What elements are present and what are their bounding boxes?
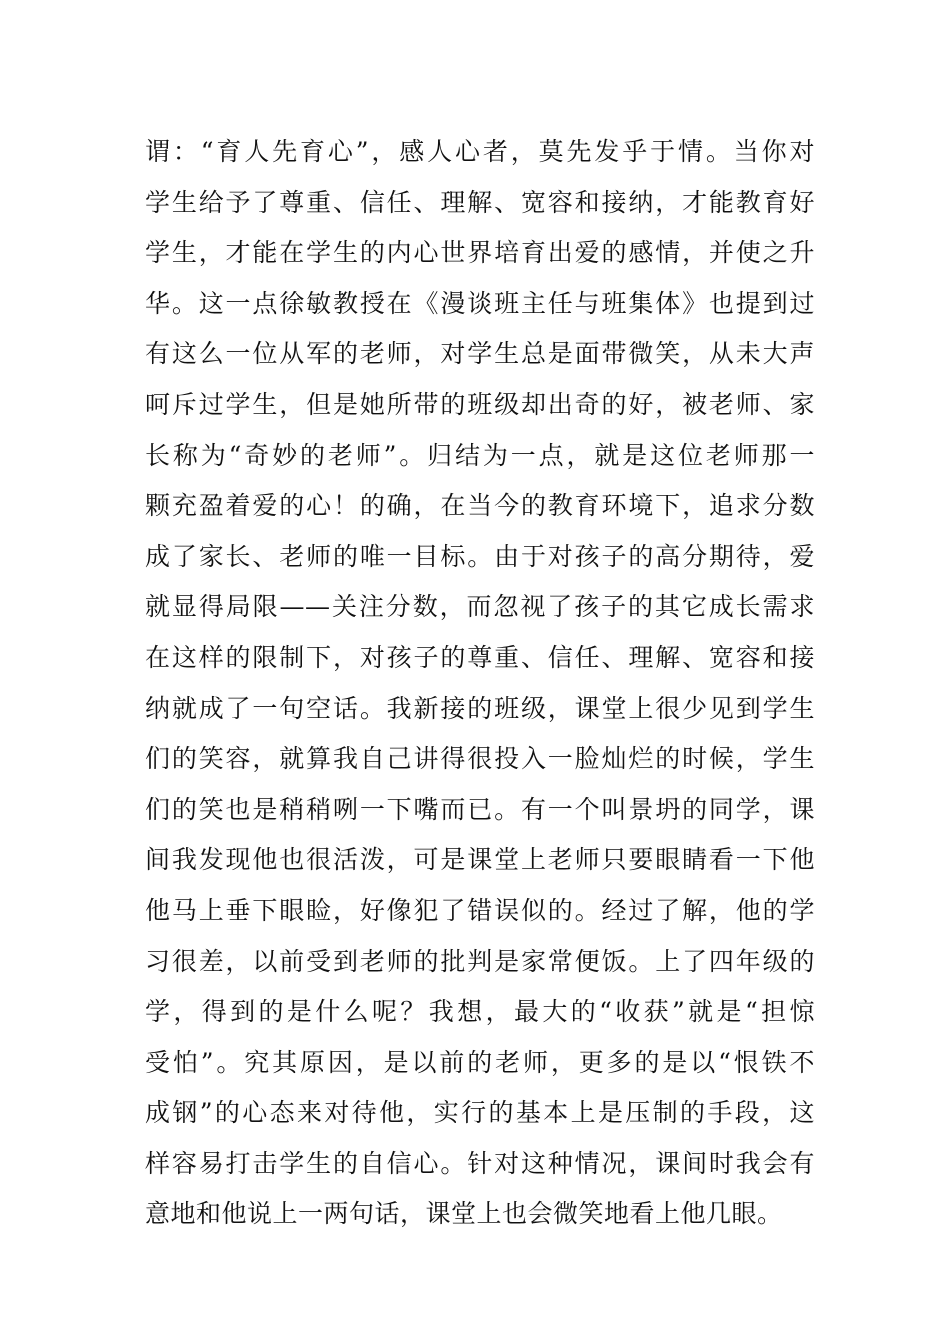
text-line-15: 间我发现他也很活泼，可是课堂上老师只要眼睛看一下他 [145, 845, 815, 875]
text-line-7: 长称为“奇妙的老师”。归结为一点，就是这位老师那一 [145, 440, 815, 470]
text-line-1: 谓：“育人先育心”，感人心者，莫先发乎于情。当你对 [145, 137, 815, 166]
text-line-11: 在这样的限制下，对孩子的尊重、信任、理解、宽容和接 [145, 642, 815, 672]
text-line-10: 就显得局限——关注分数，而忽视了孩子的其它成长需求 [145, 592, 815, 622]
text-line-3: 学生，才能在学生的内心世界培育出爱的感情，并使之升 [145, 238, 815, 268]
text-line-20: 成钢”的心态来对待他，实行的基本上是压制的手段，这 [145, 1098, 815, 1128]
text-line-14: 们的笑也是稍稍咧一下嘴而已。有一个叫景坍的同学，课 [145, 794, 815, 824]
text-line-16: 他马上垂下眼睑，好像犯了错误似的。经过了解，他的学 [145, 895, 815, 925]
text-line-9: 成了家长、老师的唯一目标。由于对孩子的高分期待，爱 [145, 541, 815, 571]
text-line-12: 纳就成了一句空话。我新接的班级，课堂上很少见到学生 [145, 693, 815, 723]
text-line-5: 有这么一位从军的老师，对学生总是面带微笑，从未大声 [145, 339, 815, 369]
text-line-2: 学生给予了尊重、信任、理解、宽容和接纳，才能教育好 [145, 187, 815, 217]
text-line-17: 习很差，以前受到老师的批判是家常便饭。上了四年级的 [145, 946, 815, 976]
text-line-19: 受怕”。究其原因，是以前的老师，更多的是以“恨铁不 [145, 1047, 815, 1077]
text-line-4: 华。这一点徐敏教授在《漫谈班主任与班集体》也提到过 [145, 288, 815, 318]
text-line-8: 颗充盈着爱的心！的确，在当今的教育环境下，追求分数 [145, 491, 815, 521]
text-line-22: 意地和他说上一两句话，课堂上也会微笑地看上他几眼。 [145, 1199, 783, 1229]
text-line-18: 学，得到的是什么呢？我想，最大的“收获”就是“担惊 [145, 997, 815, 1027]
text-line-6: 呵斥过学生，但是她所带的班级却出奇的好，被老师、家 [145, 389, 815, 419]
text-line-21: 样容易打击学生的自信心。针对这种情况，课间时我会有 [145, 1148, 815, 1178]
text-line-13: 们的笑容，就算我自己讲得很投入一脸灿烂的时候，学生 [145, 744, 815, 774]
body-paragraph [145, 127, 815, 1240]
